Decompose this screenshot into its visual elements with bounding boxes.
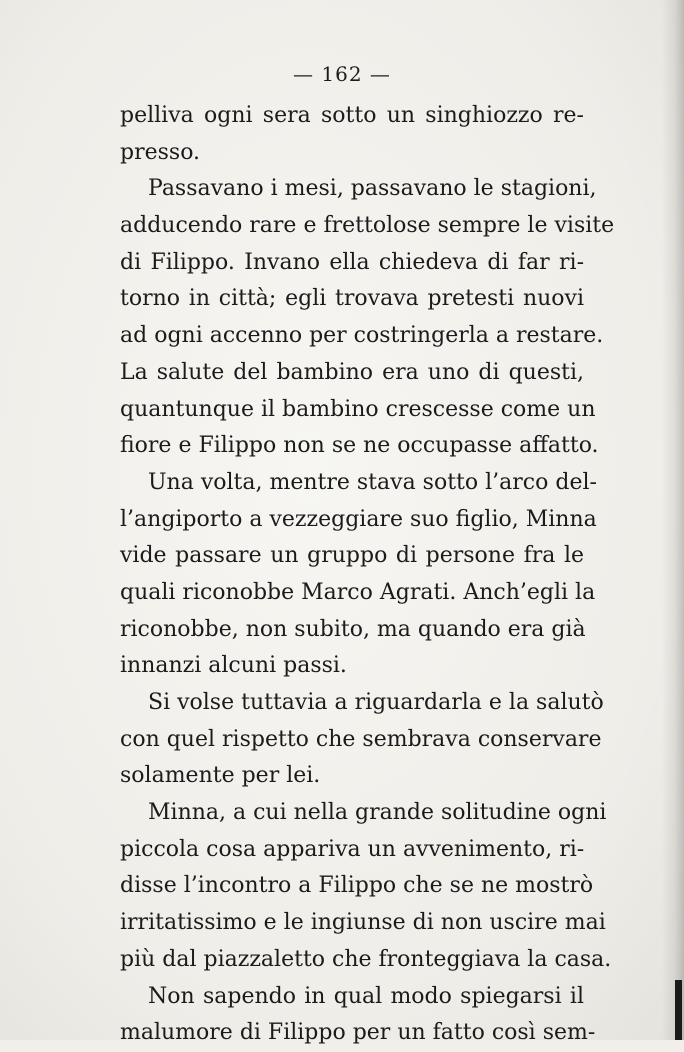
text-line: irritatissimo e le ingiunse di non uscire mai [120,910,606,936]
text-line: quantunque il bambino crescesse come un [120,396,596,422]
text-line: Passavano i mesi, passavano le stagioni, [148,176,597,202]
text-line: l’angiporto a vezzeggiare suo figlio, Minna [120,506,597,532]
text-line: Minna, a cui nella grande solitudine ogni [148,800,607,826]
text-line: vide passare un gruppo di persone fra le [120,543,584,569]
text-line: malumore di Filippo per un fatto così sem- [120,1020,596,1046]
body-text [120,98,615,1052]
text-line: di Filippo. Invano ella chiedeva di far ri- [120,249,584,275]
text-line: torno in città; egli trovava pretesti nuovi [120,286,584,312]
text-line: Non sapendo in qual modo spiegarsi il [148,983,584,1009]
text-line: piccola cosa appariva un avvenimento, ri- [120,836,585,862]
text-line: riconobbe, non subito, ma quando era già [120,616,586,642]
text-line: innanzi alcuni passi. [120,653,347,679]
page-edge-shadow [662,0,684,1040]
text-line: adducendo rare e frettolose sempre le visite [120,213,615,239]
text-line: pelliva ogni sera sotto un singhiozzo re- [120,103,584,128]
text-line: più dal piazzaletto che fronteggiava la casa. [120,946,612,972]
text-line: presso. [120,139,201,165]
text-line: ad ogni accenno per costringerla a restare. [120,323,604,349]
text-line: solamente per lei. [120,763,321,789]
text-line: Una volta, mentre stava sotto l’arco del- [148,469,597,495]
text-line: Si volse tuttavia a riguardarla e la salutò [148,690,604,715]
text-line: fiore e Filippo non se ne occupasse affatto. [120,433,599,459]
text-line: La salute del bambino era uno di questi, [120,359,584,385]
page-edge-mark [675,980,682,1040]
text-line: disse l’incontro a Filippo che se ne mostrò [120,873,594,899]
page-number: — 162 — [293,62,391,86]
text-line: quali riconobbe Marco Agrati. Anch’egli la [120,579,596,605]
text-line: con quel rispetto che sembrava conservare [120,726,602,752]
